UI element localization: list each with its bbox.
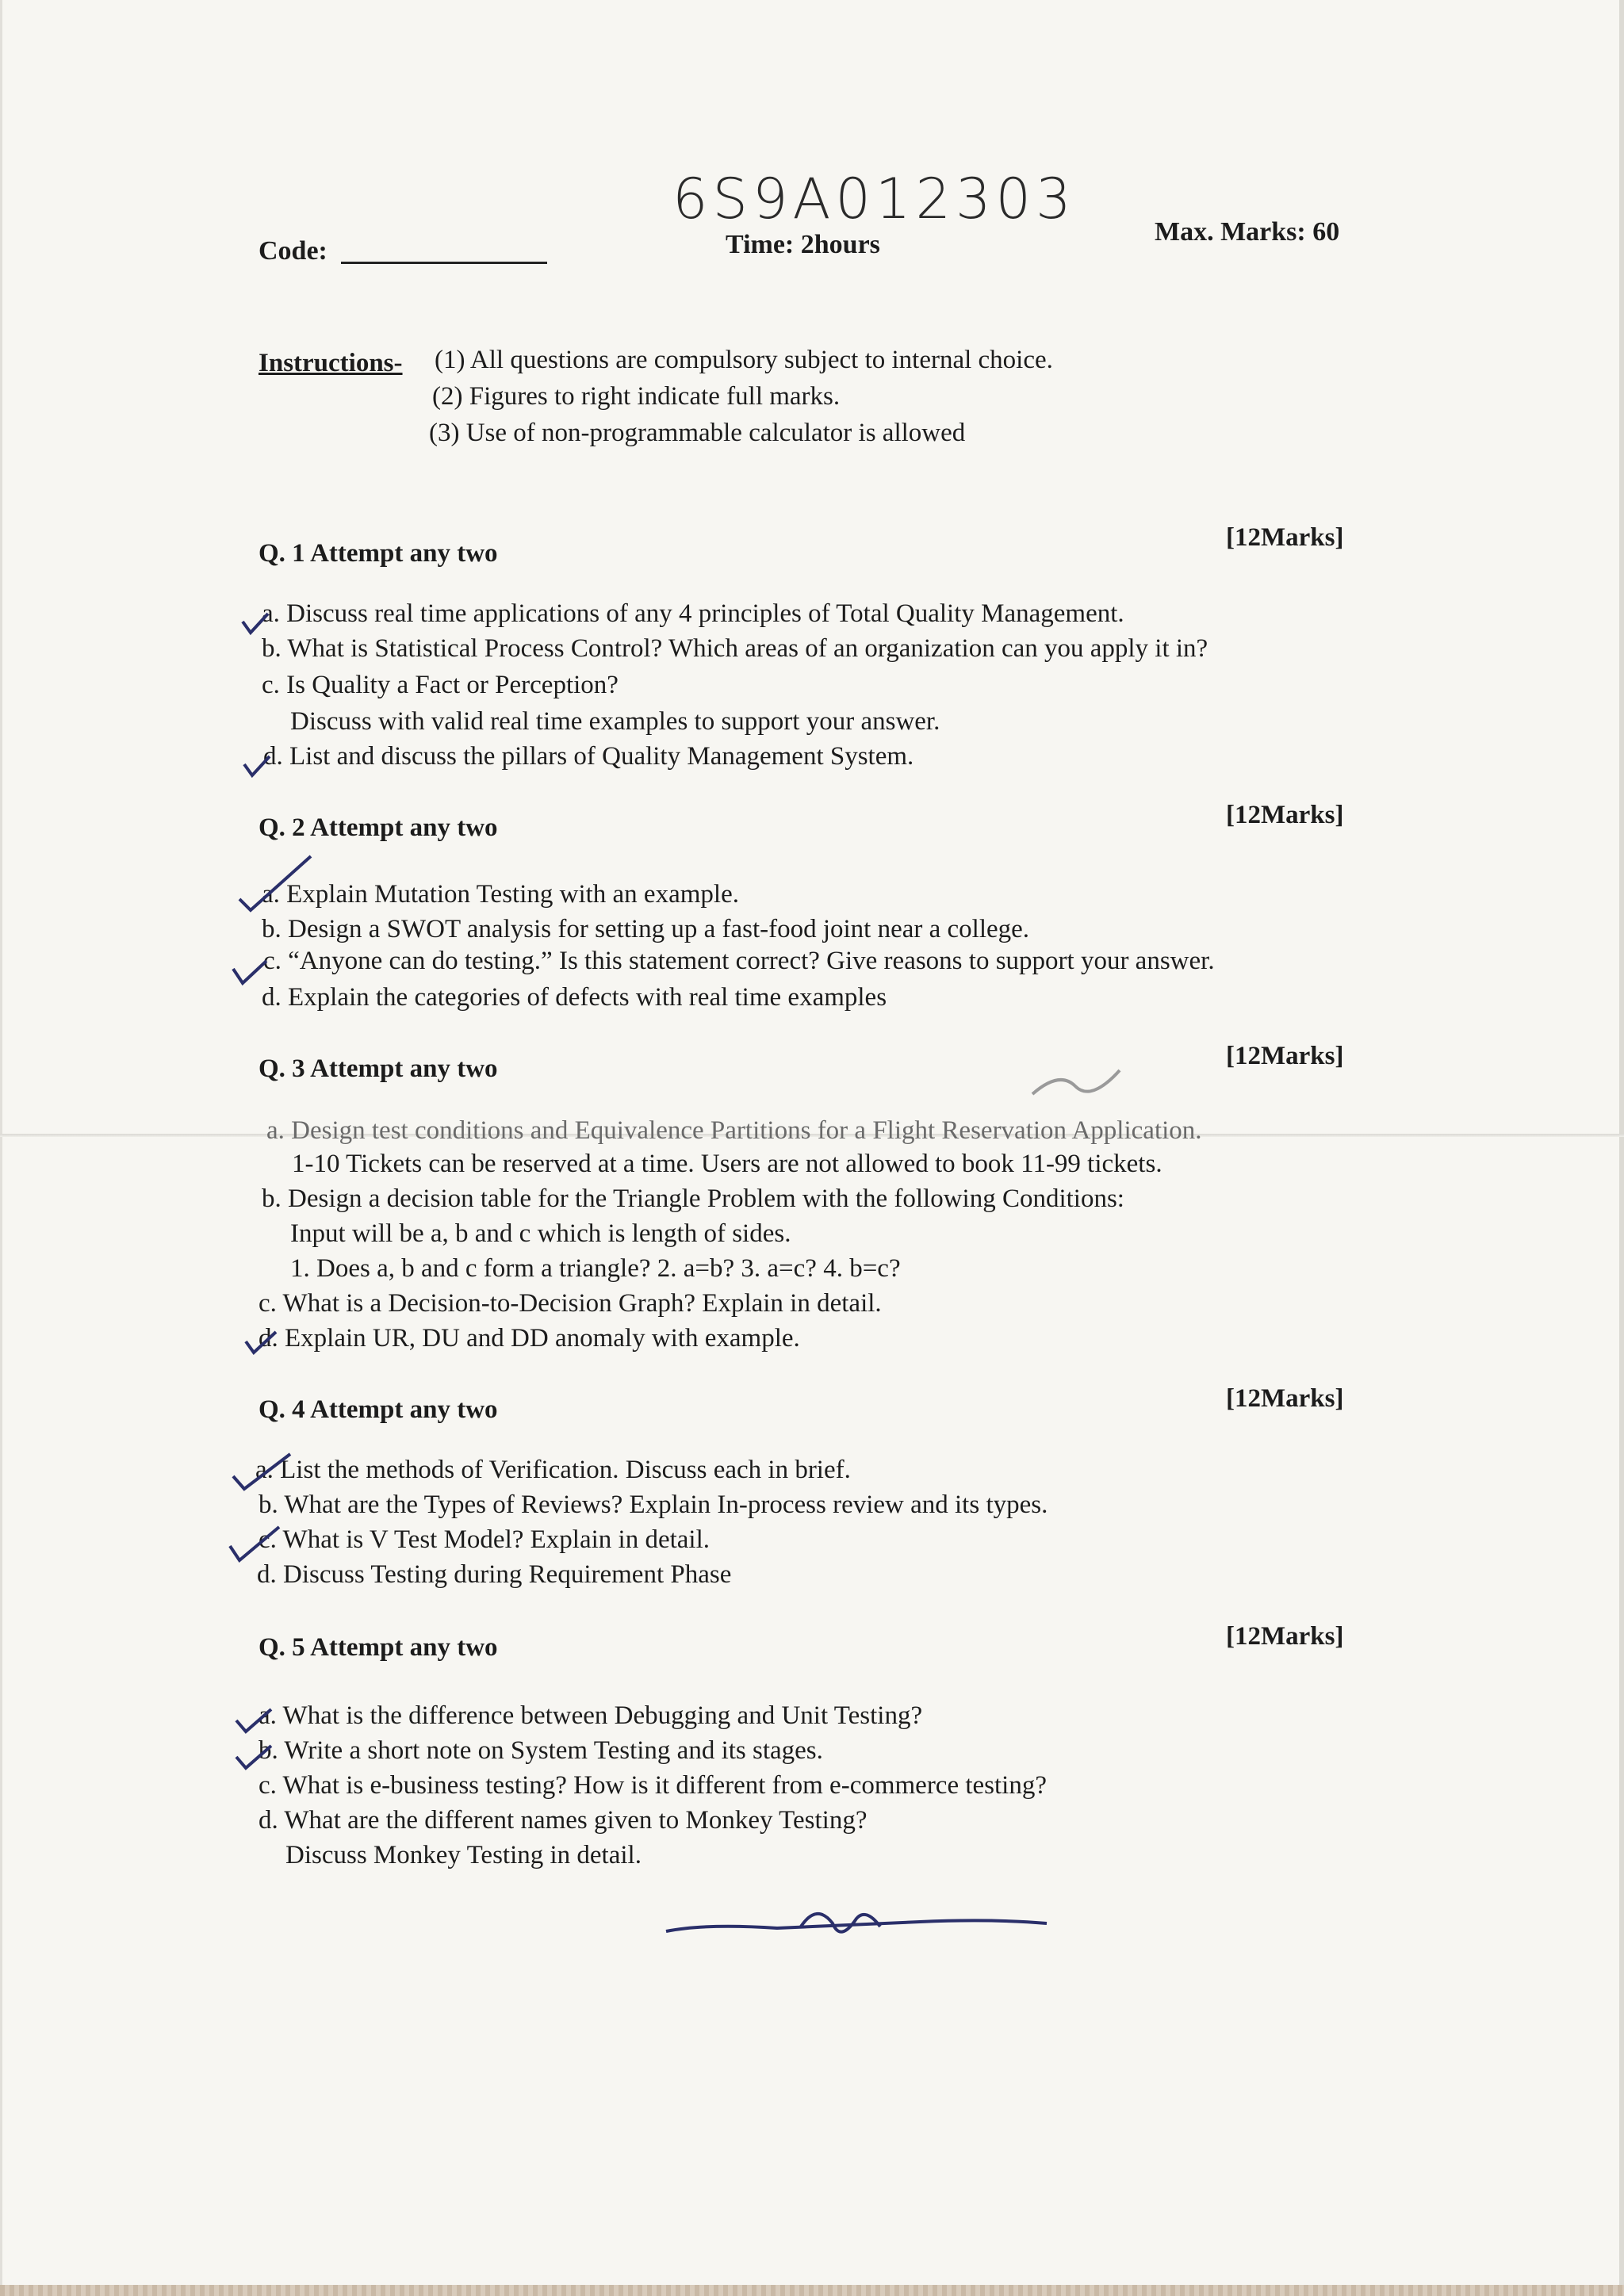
q3-option-b: b. Design a decision table for the Triangle Problem with the following Conditions: [262,1184,1124,1213]
q2-option-c: c. “Anyone can do testing.” Is this statement correct? Give reasons to support your answer. [263,947,1215,975]
paper-edge-left [0,0,2,2296]
code-label: Code: [259,236,327,266]
question-5-heading: Q. 5 Attempt any two [259,1633,498,1662]
q1-option-c: c. Is Quality a Fact or Perception? [262,671,619,699]
tick-mark-icon [233,1741,274,1773]
question-1-marks: [12Marks] [1226,523,1344,552]
q1-option-c-cont: Discuss with valid real time examples to support your answer. [290,707,940,736]
tick-mark-icon [230,956,270,988]
q4-option-d: d. Discuss Testing during Requirement Phase [257,1560,732,1589]
q3-option-a: a. Design test conditions and Equivalence Partitions for a Flight Reservation Application. [266,1116,1202,1145]
tick-mark-icon [227,1522,282,1567]
question-3-marks: [12Marks] [1226,1042,1344,1070]
q5-option-a: a. What is the difference between Debugging and Unit Testing? [259,1701,923,1730]
q5-option-d-cont: Discuss Monkey Testing in detail. [285,1841,642,1869]
q1-option-d: d. List and discuss the pillars of Quality Management System. [263,742,914,771]
q5-option-b: b. Write a short note on System Testing and its stages. [259,1736,823,1765]
q4-option-c: c. What is V Test Model? Explain in detail. [259,1525,710,1554]
pen-scribble-icon [1028,1062,1123,1110]
exam-time: Time: 2hours [726,230,880,259]
bottom-border-strip [0,2285,1624,2296]
question-2-marks: [12Marks] [1226,801,1344,829]
q3-option-d: d. Explain UR, DU and DD anomaly with example. [259,1324,800,1353]
q1-option-a: a. Discuss real time applications of any 4 principles of Total Quality Management. [262,599,1124,628]
instruction-3: (3) Use of non-programmable calculator is allowed [429,419,966,447]
q2-option-d: d. Explain the categories of defects with real time examples [262,983,887,1012]
tick-mark-icon [239,610,271,637]
code-blank-line [341,262,547,264]
question-5-marks: [12Marks] [1226,1622,1344,1651]
handwritten-paper-code: 6S9A012303 [672,166,1076,232]
q3-option-b-cont-1: Input will be a, b and c which is length of sides. [290,1219,791,1248]
q1-option-b: b. What is Statistical Process Control? Which areas of an organization can you apply it in? [262,634,1208,663]
question-4-heading: Q. 4 Attempt any two [259,1395,498,1424]
examiner-signature-icon [658,1895,1055,1958]
q4-option-b: b. What are the Types of Reviews? Explain In-process review and its types. [259,1490,1048,1519]
q5-option-c: c. What is e-business testing? How is it different from e-commerce testing? [259,1771,1047,1800]
instruction-1: (1) All questions are compulsory subject to internal choice. [435,346,1053,374]
tick-mark-icon [230,1449,293,1494]
q5-option-d: d. What are the different names given to Monkey Testing? [259,1806,868,1835]
tick-mark-icon [235,851,314,915]
q3-option-c: c. What is a Decision-to-Decision Graph? Explain in detail. [259,1289,882,1318]
instruction-2: (2) Figures to right indicate full marks. [432,382,841,411]
q2-option-b: b. Design a SWOT analysis for setting up a fast-food joint near a college. [262,915,1030,943]
question-1-heading: Q. 1 Attempt any two [259,539,498,568]
q2-option-a: a. Explain Mutation Testing with an example. [262,880,739,909]
tick-mark-icon [243,1329,279,1357]
q3-option-a-cont: 1-10 Tickets can be reserved at a time. Users are not allowed to book 11-99 tickets. [292,1150,1162,1178]
paper-edge-right [1619,0,1624,2296]
q3-option-b-cont-2: 1. Does a, b and c form a triangle? 2. a=b? 3. a=c? 4. b=c? [290,1254,901,1283]
question-3-heading: Q. 3 Attempt any two [259,1054,498,1083]
tick-mark-icon [233,1705,274,1736]
max-marks: Max. Marks: 60 [1155,217,1340,247]
instructions-label: Instructions- [259,349,403,377]
q4-option-a: a. List the methods of Verification. Discuss each in brief. [255,1456,851,1484]
question-4-marks: [12Marks] [1226,1384,1344,1413]
tick-mark-icon [241,753,273,780]
question-2-heading: Q. 2 Attempt any two [259,813,498,842]
